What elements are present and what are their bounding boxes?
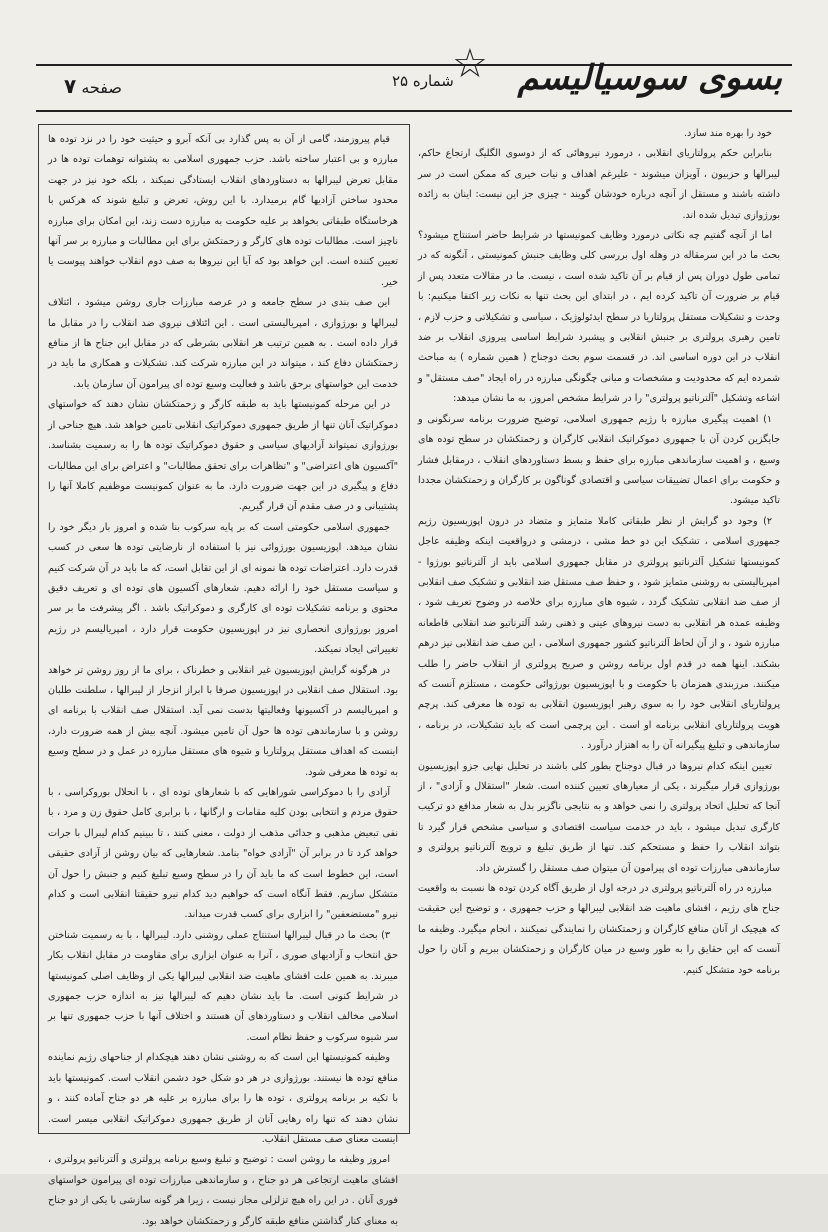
header-rule-bottom (36, 110, 792, 112)
masthead-title: بسوی سوسیالیسم (517, 58, 782, 98)
left-column (40, 124, 406, 1227)
left-paragraph: ۳) بحث ما در قبال لیبرالها استنتاج عملی روشنی دارد. لیبرالها ، با به رسمیت شناختن حق انتخاب و آزادیهای صوری ، آنرا به عنوان ابزاری برای مقاومت در مقابل انقلاب بکار میبرند. به همین علت افشای ماهیت ضد انقلابی لیبرالها یکی از وظایف اصلی کمونیستها در شرایط کنونی است. ما باید نشان دهیم که لیبرالها نیز به اندازه حزب جمهوری اسلامی مخالف انقلاب و دستاوردهای آن هستند و اختلاف آنها با حزب جمهوری تنها بر سر شیوه سرکوب و حفظ نظام است. (48, 929, 398, 1043)
right-paragraph: تعیین اینکه کدام نیروها در قبال دوجناح بطور کلی باشند در تحلیل نهایی جزو اپوزیسیون بورژوازی قرار میگیرند ، یکی از معیارهای تعیین کننده است. شعار "استقلال و آزادی" ، از آنجا که تحلیل اتحاد پرولتری را نمی خواهد و به نتایجی ناگزیر بدل به شعار مدافع دو ترکیب کارگری تبدیل میشود ، باید در خدمت سیاست اقتصادی و سیاسی مشخص قرار گیرد تا بتواند انقلاب را حفظ و مستحکم کند. تنها از طریق تبلیغ و ترویج آلترناتیو پرولتری و سازماندهی مبارزات توده ای پیرامون آن میتوان صف مستقل را گسترش داد. (418, 760, 780, 874)
right-column (418, 124, 780, 1132)
left-paragraph: قیام پیروزمند، گامی از آن به پس گذارد بی آنکه آبرو و حیثیت خود را در نزد توده ها مبارزه و بی اعتبار ساخته باشد. حزب جمهوری اسلامی به پشتوانه توهمات توده ها در مقابل تعرض لیبرالها به دستاوردهای انقلاب ایستادگی نمیکند ، بلکه خود نیز در جهت محدود ساختن آزادیها گام برمیدارد. با این روش، تعرض و تبلیغ شوند که هرکس با هرخاستگاه طبقاتی بخواهد بر علیه حکومت به مبارزه دست زند، این امکان برای مبارزه ناچیز است. مطالبات توده های کارگر و زحمتکش برای این مطالبات و مبارزه بر سر آنها تعیین کننده است. این خواهد بود که آیا این نیروها به صف دوم انقلاب خواهند پیوست یا خیر. (48, 134, 398, 288)
left-paragraph: در هرگونه گرایش اپوزیسیون غیر انقلابی و خطرناک ، برای ما از روز روشن تر خواهد بود. استقلال صف انقلابی در اپوزیسیون صرفا با ابراز انزجار از لیبرالها ، سلطنت طلبان و امپریالیسم در آکسیونها وفعالیتها بدست نمی آید. استقلال صف انقلاب با برنامه ای روشن و با سازماندهی توده ها حول آن تامین میشود. آنچه بیش از همه ضرورت دارد، اینست که اهداف مستقل پرولتاریا و شیوه های مستقل مبارزه در عمل و در سطح وسیع به توده ها معرفی شود. (48, 664, 398, 778)
page-label: صفحه (81, 78, 122, 97)
right-paragraph: خود را بهره مند سازد. (683, 128, 772, 139)
right-paragraph: اما از آنچه گفتیم چه نکاتی درمورد وظایف کمونیستها در شرایط حاضر استنتاج میشود؟ بحث ما در این سرمقاله در وهله اول بررسی کلی وظایف جنبش کمونیستی ، آنگونه که در تمامی طول دوران پس از قیام بر آن تاکید شده است ، نیست. ما در مقالات متعدد پس از قیام بر ضرورت آن تاکید کرده ایم ، در ابتدای این بحث تنها به نکات زیر اکتفا میکنیم: با وحدت و تشکیلات مستقل پرولتاریا در سطح ایدئولوژیک ، سیاسی و تشکیلاتی و حزب لازم ، تامین رهبری پرولتری بر جنبش انقلابی و پیشبرد شرایط اساسی پیروزی انقلاب بر ضد انقلاب در این دوره اساسی اند. در قسمت سوم بحث دوجناح ( همین شماره ) به مباحث شمرده ایم که محدودیت و مشخصات و مبانی چگونگی مبارزه در راه ایجاد "صف مستقل" و اشاعه وتشکیل "آلترناتیو پرولتری" را در شرایط مشخص امروز، به ما نشان میدهد: (418, 230, 780, 405)
left-paragraph: آزادی را با دموکراسی شوراهایی که با شعارهای توده ای ، با انحلال بوروکراسی ، با حقوق مردم و انتخابی بودن کلیه مقامات و ارگانها ، با برابری کامل حقوق زن و مرد ، با نفی تبعیض مذهبی و جدائی مذهب از دولت ، معنی کنند ، تا ببینیم کدام لیبرال با جرات خواهد کرد تا در برابر آن "آزادی خواه" بنامد. شعارهایی که بیان روشن از آزادی حقیقی است، این خطوط است که ما باید آن را در سطح وسیع تبلیغ کنیم و جنبش را حول آن متشکل سازیم. فقط آنگاه است که خواهیم دید کدام نیرو حقیقتا انقلابی است و کدام نیرو "مستضعفین" را ابزاری برای کسب قدرت میداند. (48, 787, 398, 921)
left-paragraph: امروز وظیفه ما روشن است : توضیح و تبلیغ وسیع برنامه پرولتری و آلترناتیو پرولتری ، افشای ماهیت ارتجاعی هر دو جناح ، و سازماندهی مبارزات توده ای پیرامون خواستهای فوری آنان . در این راه هیچ تزلزلی مجاز نیست ، زیرا هر گونه سازشی با یکی از دو جناح به معنای کنار گذاشتن منافع طبقه کارگر و زحمتکشان خواهد بود. (48, 1154, 398, 1227)
left-paragraph: این صف بندی در سطح جامعه و در عرصه مبارزات جاری روشن میشود ، ائتلاف لیبرالها و بورژوازی ، امپریالیستی است . این ائتلاف نیروی ضد انقلاب را در مقابل ما قرار داده است . به همین ترتیب هر انقلابی بشرطی که در مقابل این جناح ها از منافع زحمتکشان دفاع کند ، میتواند در این مبارزه شرکت کند. تشکیلات و همکاری ما باید در خدمت این خواستهای برحق باشد و فعالیت وسیع توده ای پیرامون آن سازمان یابد. (48, 297, 398, 390)
left-paragraph: جمهوری اسلامی حکومتی است که بر پایه سرکوب بنا شده و امروز بار دیگر خود را نشان میدهد. اپوزیسیون بورژوائی نیز با استفاده از نارضایتی توده ها سعی در کسب قدرت دارد. اعتراضات توده ها نمونه ای از این تقابل است، که ما باید در آن شرکت کنیم و سیاست مستقل خود را ارائه دهیم. شعارهای آکسیون های توده ای و تعریف دقیق محتوی و برنامه تشکیلات توده ای کارگری و دموکراتیک باشد . اگر پیشرفت ما بر سر امروز بورژوازی انحصاری نیز در اپوزیسیون حکومت قرار دارد ، امپریالیسم در رژیم تغییراتی ایجاد نمیکند. (48, 521, 398, 656)
right-paragraph: ۲) وجود دو گرایش از نظر طبقاتی کاملا متمایز و متضاد در درون اپوزیسیون رژیم جمهوری اسلامی ، تشکیک این دو خط مشی ، درمشی و درواقعیت اینکه وظیفه عاجل کمونیستها تشکیل آلترناتیو پرولتری در مقابل جمهوری اسلامی باید از آلترناتیو بورژوا - امپریالیستی به روشنی متمایز شود ، و حفظ صف مستقل ضد انقلابی و تشکیک صف انقلابی از صف ضد انقلابی تشکیک گردد ، شیوه های مبارزه برای خلاصه در وضوح تعریف شود ، وظیفه عمده هر انقلابی به دست نیروهای عینی و ذهنی رشد آلترناتیو ضد انقلابی قاطعانه مبارزه شود ، و از آن لحاظ آلترناتیو کشور جمهوری اسلامی ، این صف ضد انقلابی نیز درهم بشکند. اینها همه در قدم اول برنامه روشن و صریح پرولتری از انقلاب حاضر را طلب میکنند. مرزبندی همزمان با حکومت و با اپوزیسیون بورژوائی حکومت ، مستلزم آنست که پرولتاریای انقلابی خود را به سوی رهبر اپوزیسیون انقلابی به توده ها معرفی کند. پرچم هویت پرولتاریای انقلابی برنامه او است . این پرچمی است که باید تشکیلات، در برنامه ، سازماندهی و تبلیغ پیگیرانه آن را به اهتزاز درآورد . (418, 515, 780, 752)
issue-number: شماره ۲۵ (392, 72, 454, 90)
star-icon: ☆ (452, 41, 488, 87)
article-columns (34, 124, 790, 1227)
right-paragraph: بنابراین حکم پرولتاریای انقلابی ، درمورد نیروهائی که از دوسوی الگلیگ ارتجاع حاکم، لیبرالها و حزبیون ، آویزان میشوند - علیرغم اهداف و نیات خیری که ممکن است در سر داشته باشند و مستقل از آنچه درباره خودشان گویند - چیزی جز این نیست: اینان به زائده بورژوازی تبدیل شده اند. (418, 148, 780, 221)
right-paragraph: مبارزه در راه آلترناتیو پرولتری در درجه اول از طریق آگاه کردن توده ها نسبت به واقعیت جناح های رژیم ، افشای ماهیت ضد انقلابی لیبرالها و حزب جمهوری ، و توضیح این حقیقت که هیچیک از آنان منافع کارگران و زحمتکشان را نمایندگی نمیکنند ، انجام میگیرد. وظیفه ما آنست که این حقایق را به طور وسیع در میان کارگران و زحمتکشان ببریم و آنان را حول برنامه خود متشکل کنیم. (418, 883, 780, 976)
page-number-value: ۷ (64, 74, 77, 98)
left-paragraph: در این مرحله کمونیستها باید به طبقه کارگر و زحمتکشان نشان دهند که خواستهای دموکراتیک آنان تنها از طریق جمهوری دموکراتیک انقلابی تامین خواهد شد. هیچ جناحی از بورژوازی نمیتواند آزادیهای سیاسی و حقوق دموکراتیک توده ها را به رسمیت بشناسد. "آکسیون های اعتراضی" و "تظاهرات برای تحقق مطالبات" و اعتراض برای این مطالبات دفاع و پیگیری در این جهت ضرورت دارد. ما به عنوان کمونیست موظفیم کاملا آنها را پشتیبانی و در صف مقدم آن قرار گیریم. (48, 399, 398, 513)
right-paragraph: ۱) اهمیت پیگیری مبارزه با رژیم جمهوری اسلامی، توضیح ضرورت برنامه سرنگونی و جایگزین کردن آن با جمهوری دموکراتیک انقلابی کارگران و زحمتکشان در سطح توده های وسیع ، و اهمیت سازماندهی مبارزه برای حفظ و بسط دستاوردهای انقلاب ، درمقابل فشار و حکومت برای اعمال تضییقات سیاسی و اقتصادی گوناگون بر کارگران و زحمتکشان مجددا تاکید میشود. (418, 413, 780, 507)
left-column-inner (40, 124, 406, 1232)
left-paragraph: وظیفه کمونیستها این است که به روشنی نشان دهند هیچکدام از جناحهای رژیم نماینده منافع توده ها نیستند. بورژوازی در هر دو شکل خود دشمن انقلاب است. کمونیستها باید با تکیه بر برنامه پرولتری ، توده ها را برای مبارزه بر علیه هر دو جناح آماده کنند ، و نشان دهند که تنها راه رهایی آنان از طریق جمهوری دموکراتیک انقلابی میسر است. اینست معنای صف مستقل انقلاب. (48, 1052, 398, 1145)
page-number (58, 74, 122, 98)
